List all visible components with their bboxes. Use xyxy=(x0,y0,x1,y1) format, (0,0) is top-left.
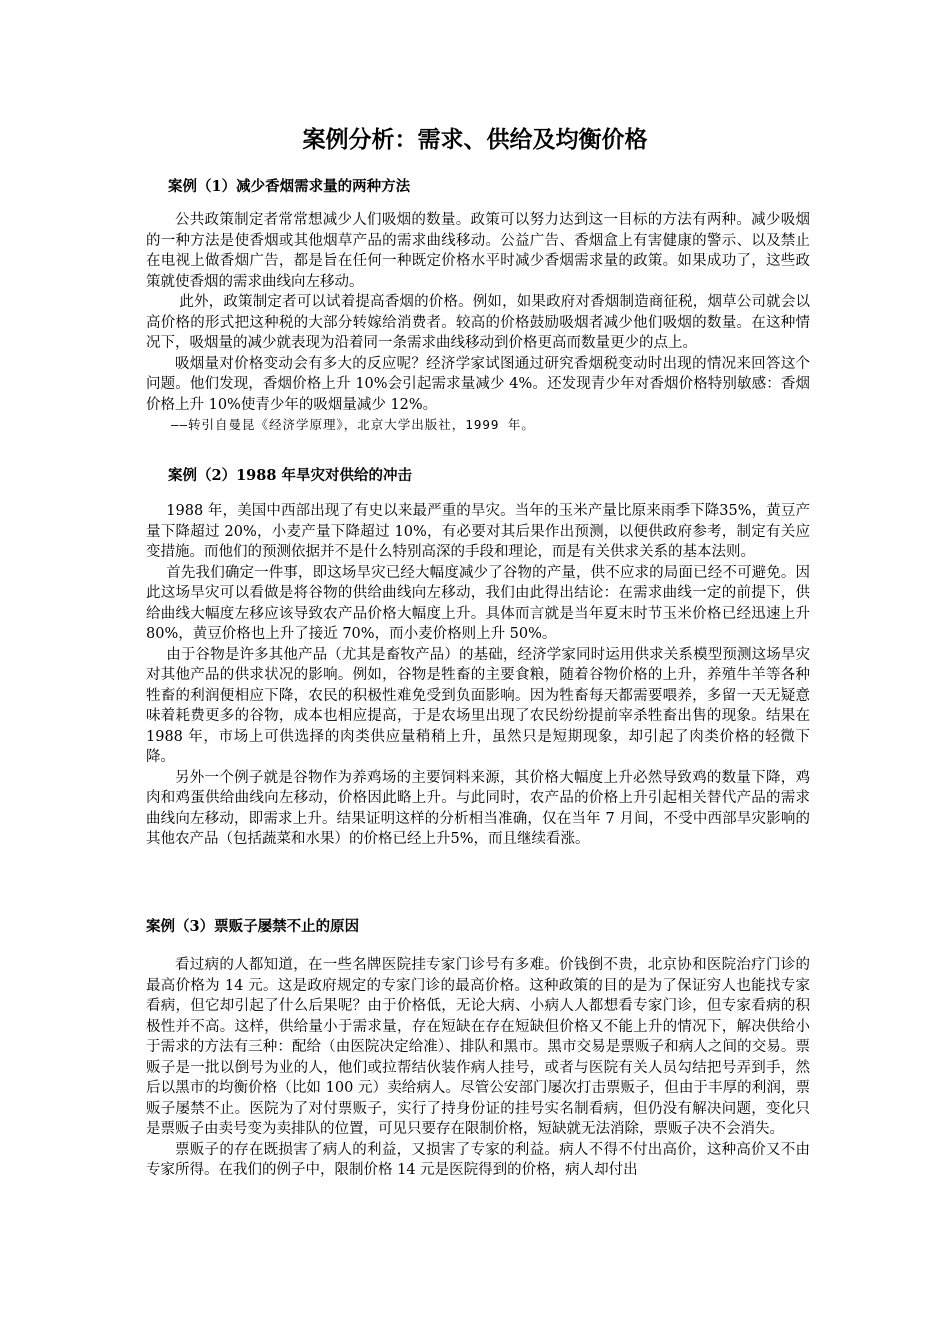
case2-body xyxy=(146,501,810,850)
case1-paragraph: 此外，政策制定者可以试着提高香烟的价格。例如，如果政府对香烟制造商征税，烟草公司就会以高价格的形式把这种税的大部分转嫁给消费者。较高的价格鼓励吸烟者减少他们吸烟的数量。在这种情况下，吸烟量的减少就表现为沿着同一条需求曲线移动到价格更高而数量更少的点上。 xyxy=(146,294,810,351)
case3-body xyxy=(146,955,810,1181)
case3-heading: 案例（3）票贩子屡禁不止的原因 xyxy=(146,918,360,935)
case3-paragraph: 票贩子的存在既损害了病人的利益，又损害了专家的利益。病人不得不付出高价，这种高价又不由专家所得。在我们的例子中，限制价格 14 元是医院得到的价格，病人却付出 xyxy=(146,1141,810,1178)
case1-heading: 案例（1）减少香烟需求量的两种方法 xyxy=(168,178,411,195)
case1-citation: ——转引自曼昆《经济学原理》，北京大学出版社，1999 年。 xyxy=(171,417,535,432)
case1-paragraph: 吸烟量对价格变动会有多大的反应呢？经济学家试图通过研究香烟税变动时出现的情况来回答这个问题。他们发现，香烟价格上升 10%会引起需求量减少 4%。还发现青少年对香烟价格特别敏感：香烟价格上升 10%使青少年的吸烟量减少 12%。 xyxy=(146,355,810,413)
case2-paragraph: 由于谷物是许多其他产品（尤其是畜牧产品）的基础，经济学家同时运用供求关系模型预测这场旱灾对其他产品的供求状况的影响。例如，谷物是牲畜的主要食粮，随着谷物价格的上升，养殖牛羊等各种牲畜的利润便相应下降，农民的积极性难免受到负面影响。因为牲畜每天都需要喂养，多留一天无疑意味着耗费更多的谷物，成本也相应提高，于是农场里出现了农民纷纷提前宰杀牲畜出售的现象。结果在 1988 年，市场上可供选择的肉类供应量稍稍上升，虽然只是短期现象，却引起了肉类价格的轻微下降。 xyxy=(146,646,810,765)
case2-paragraph: 首先我们确定一件事，即这场旱灾已经大幅度减少了谷物的产量，供不应求的局面已经不可避免。因此这场旱灾可以看做是将谷物的供给曲线向左移动，我们由此得出结论：在需求曲线一定的前提下，供给曲线大幅度左移应该导致农产品价格大幅度上升。具体而言就是当年夏末时节玉米价格已经迅速上升 80%，黄豆价格也上升了接近 70%，而小麦价格则上升 50%。 xyxy=(146,564,810,642)
case2-paragraph: 1988 年，美国中西部出现了有史以来最严重的旱灾。当年的玉米产量比原来雨季下降35%，黄豆产量下降超过 20%，小麦产量下降超过 10%，有必要对其后果作出预测，以便供政府参考，制定有关应变措施。而他们的预测依据并不是什么特别高深的手段和理论，而是有关供求关系的基本法则。 xyxy=(146,503,810,560)
case1-paragraph: 公共政策制定者常常想减少人们吸烟的数量。政策可以努力达到这一目标的方法有两种。减少吸烟的一种方法是使香烟或其他烟草产品的需求曲线移动。公益广告、香烟盒上有害健康的警示、以及禁止在电视上做香烟广告，都是旨在任何一种既定价格水平时减少香烟需求量的政策。如果成功了，这些政策就使香烟的需求曲线向左移动。 xyxy=(146,212,810,290)
page-title: 案例分析：需求、供给及均衡价格 xyxy=(302,126,648,153)
case2-heading: 案例（2）1988 年旱灾对供给的冲击 xyxy=(168,467,412,484)
case3-paragraph: 看过病的人都知道，在一些名牌医院挂专家门诊号有多难。价钱倒不贵，北京协和医院治疗门诊的最高价格为 14 元。这是政府规定的专家门诊的最高价格。这种政策的目的是为了保证穷人也能找专家看病，但它却引起了什么后果呢？由于价格低，无论大病、小病人人都想看专家门诊，但专家看病的积极性并不高。这样，供给量小于需求量，存在短缺在存在短缺但价格又不能上升的情况下，解决供给小于需求的方法有三种：配给（由医院决定给准）、排队和黑市。黑市交易是票贩子和病人之间的交易。票贩子是一批以倒号为业的人，他们或拉帮结伙装作病人挂号，或者与医院有关人员勾结把号弄到手，然后以黑市的均衡价格（比如 100 元）卖给病人。尽管公安部门屡次打击票贩子，但由于丰厚的利润，票贩子屡禁不止。医院为了对付票贩子，实行了持身份证的挂号实名制看病，但仍没有解决问题，变化只是票贩子由卖号变为卖排队的位置，可见只要存在限制价格，短缺就无法消除，票贩子决不会消失。 xyxy=(146,957,810,1137)
case2-paragraph: 另外一个例子就是谷物作为养鸡场的主要饲料来源，其价格大幅度上升必然导致鸡的数量下降，鸡肉和鸡蛋供给曲线向左移动，价格因此略上升。与此同时，农产品的价格上升引起相关替代产品的需求曲线向左移动，即需求上升。结果证明这样的分析相当准确，仅在当年 7 月间，不受中西部旱灾影响的其他农产品（包括蔬菜和水果）的价格已经上升5%，而且继续看涨。 xyxy=(146,769,810,847)
case1-body xyxy=(146,210,810,436)
